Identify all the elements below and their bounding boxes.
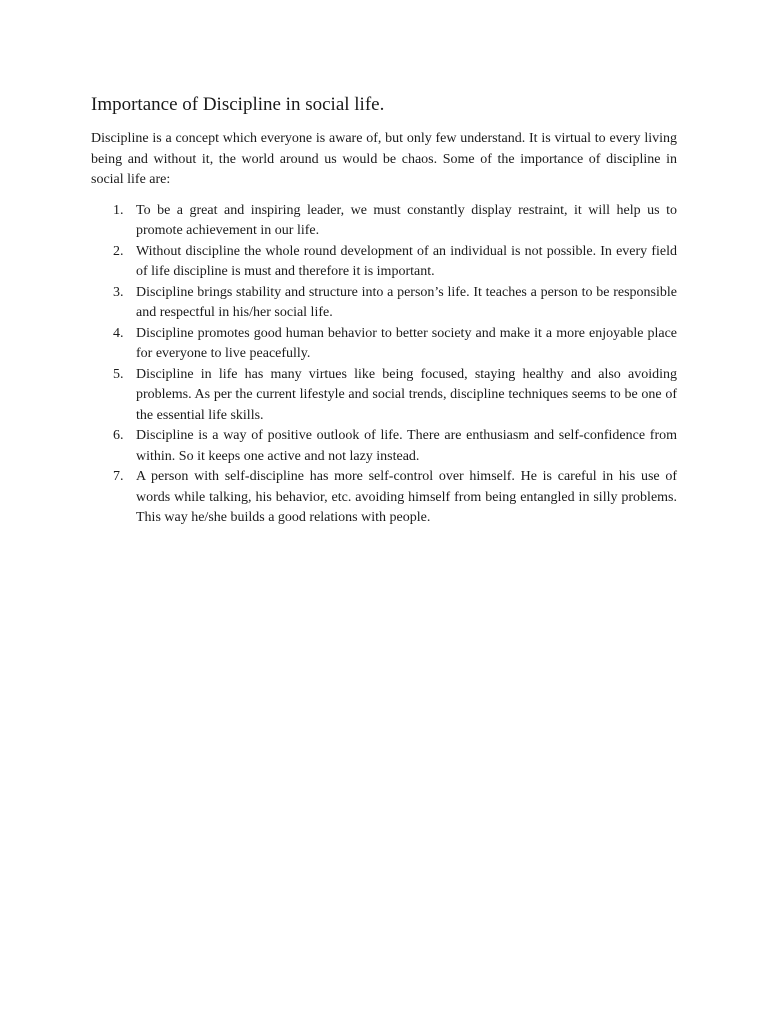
list-item-number: 2. (113, 243, 124, 259)
list-item-number: 7. (113, 469, 124, 484)
intro-paragraph: Discipline is a concept which everyone is aware of, but only few understand. It is virtual to every living being and without it, the world around us would be chaos. Some of the importance of discipline in social life are: (91, 131, 677, 187)
list-item-text: Discipline is a way of positive outlook of life. There are enthusiasm and self-confidence from within. So it keeps one active and not lazy instead. (136, 428, 677, 464)
list-item-number: 6. (113, 428, 124, 443)
list-item-text: To be a great and inspiring leader, we must constantly display restraint, it will help us to promote achievement in our life. (136, 202, 677, 238)
list-item-number: 3. (113, 284, 124, 300)
document-page (91, 92, 677, 529)
list-item (91, 283, 677, 324)
list-item-text: Without discipline the whole round development of an individual is not possible. In every field of life discipline is must and therefore it is important. (136, 243, 677, 279)
list-item-number: 5. (113, 366, 124, 382)
document-title: Importance of Discipline in social life. (91, 94, 385, 115)
list-item (91, 201, 677, 242)
importance-list (91, 201, 677, 529)
list-item-text: A person with self-discipline has more self-control over himself. He is careful in his use of words while talking, his behavior, etc. avoiding himself from being entangled in silly problems. This way he/she builds a good relations with people. (136, 469, 677, 525)
list-item (91, 365, 677, 427)
list-item-text: Discipline brings stability and structure into a person’s life. It teaches a person to be responsible and respectful in his/her social life. (136, 284, 677, 320)
list-item (91, 467, 677, 529)
list-item-number: 4. (113, 325, 124, 341)
list-item-text: Discipline promotes good human behavior to better society and make it a more enjoyable place for everyone to live peacefully. (136, 325, 677, 361)
list-item (91, 324, 677, 365)
list-item (91, 242, 677, 283)
list-item-text: Discipline in life has many virtues like being focused, staying healthy and also avoiding problems. As per the current lifestyle and social trends, discipline techniques seems to be one of the essential life skills. (136, 366, 677, 423)
list-item (91, 426, 677, 467)
list-item-number: 1. (113, 202, 124, 218)
